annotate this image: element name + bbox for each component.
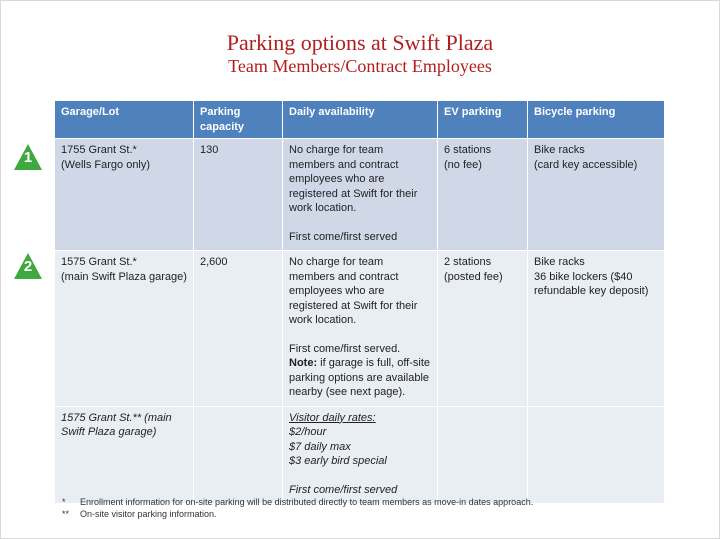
note-label: Note:	[289, 357, 318, 369]
header-ev-parking: EV parking	[438, 101, 528, 139]
visitor-rate: $2/hour	[289, 426, 327, 438]
parking-table	[54, 100, 665, 504]
note-text: if garage is full, off-site parking options are available nearby (see next page).	[289, 357, 431, 398]
table-header-row	[55, 101, 665, 139]
cell-bicycle	[528, 251, 665, 407]
cell-garage-lot: 1575 Grant St.** (main Swift Plaza garage)	[55, 406, 194, 504]
availability-rule: First come/first served.	[289, 342, 401, 355]
cell-garage-lot	[55, 139, 194, 251]
ev-fee: (no fee)	[444, 158, 482, 171]
ev-stations: 2 stations	[444, 256, 492, 268]
visitor-rates-heading: Visitor daily rates:	[289, 411, 376, 424]
cell-ev	[438, 251, 528, 407]
visitor-rate: $3 early bird special	[289, 455, 387, 467]
cell-bicycle	[528, 139, 665, 251]
table-row	[55, 406, 665, 504]
bike-racks: Bike racks	[534, 256, 585, 268]
header-bicycle-parking: Bicycle parking	[528, 101, 665, 139]
ev-fee: (posted fee)	[444, 270, 503, 283]
availability-note	[289, 356, 431, 400]
footnote-text: On-site visitor parking information.	[80, 509, 217, 519]
header-daily-availability: Daily availability	[283, 101, 438, 139]
table-row	[55, 139, 665, 251]
cell-ev	[438, 406, 528, 504]
cell-capacity: 2,600	[194, 251, 283, 407]
bike-detail: (card key accessible)	[534, 158, 638, 171]
marker-1-label: 1	[23, 149, 33, 166]
lot-description: (main Swift Plaza garage)	[61, 270, 187, 283]
footnote-mark: *	[62, 497, 66, 507]
cell-ev	[438, 139, 528, 251]
footnote-text: Enrollment information for on-site parking will be distributed directly to team members as move-in dates approach.	[80, 497, 534, 507]
availability-text: No charge for team members and contract employees who are registered at Swift for their work location.	[289, 256, 418, 326]
cell-capacity: 130	[194, 139, 283, 251]
bike-detail: 36 bike lockers ($40 refundable key deposit)	[534, 270, 649, 297]
table-row	[55, 251, 665, 407]
lot-address: 1575 Grant St.*	[61, 256, 137, 268]
footnote-mark: **	[62, 509, 70, 519]
footnotes	[62, 496, 533, 520]
availability-rule: First come/first served	[289, 483, 398, 496]
cell-availability	[283, 139, 438, 251]
marker-2-icon	[14, 253, 42, 279]
lot-address: 1755 Grant St.*	[61, 144, 137, 156]
footnote	[62, 508, 533, 520]
cell-availability	[283, 251, 438, 407]
cell-garage-lot	[55, 251, 194, 407]
footnote	[62, 496, 533, 508]
visitor-rate: $7 daily max	[289, 440, 351, 453]
page-title: Parking options at Swift Plaza	[226, 30, 494, 55]
header-parking-capacity: Parking capacity	[194, 101, 283, 139]
marker-2-label: 2	[23, 258, 33, 275]
header-garage-lot: Garage/Lot	[55, 101, 194, 139]
cell-availability	[283, 406, 438, 504]
bike-racks: Bike racks	[534, 144, 585, 156]
marker-1-icon	[14, 144, 42, 170]
ev-stations: 6 stations	[444, 144, 492, 156]
lot-description: (Wells Fargo only)	[61, 158, 151, 171]
availability-rule: First come/first served	[289, 230, 398, 243]
availability-text: No charge for team members and contract employees who are registered at Swift for their work location.	[289, 144, 418, 214]
page-subtitle: Team Members/Contract Employees	[228, 56, 492, 76]
cell-capacity	[194, 406, 283, 504]
cell-bicycle	[528, 406, 665, 504]
